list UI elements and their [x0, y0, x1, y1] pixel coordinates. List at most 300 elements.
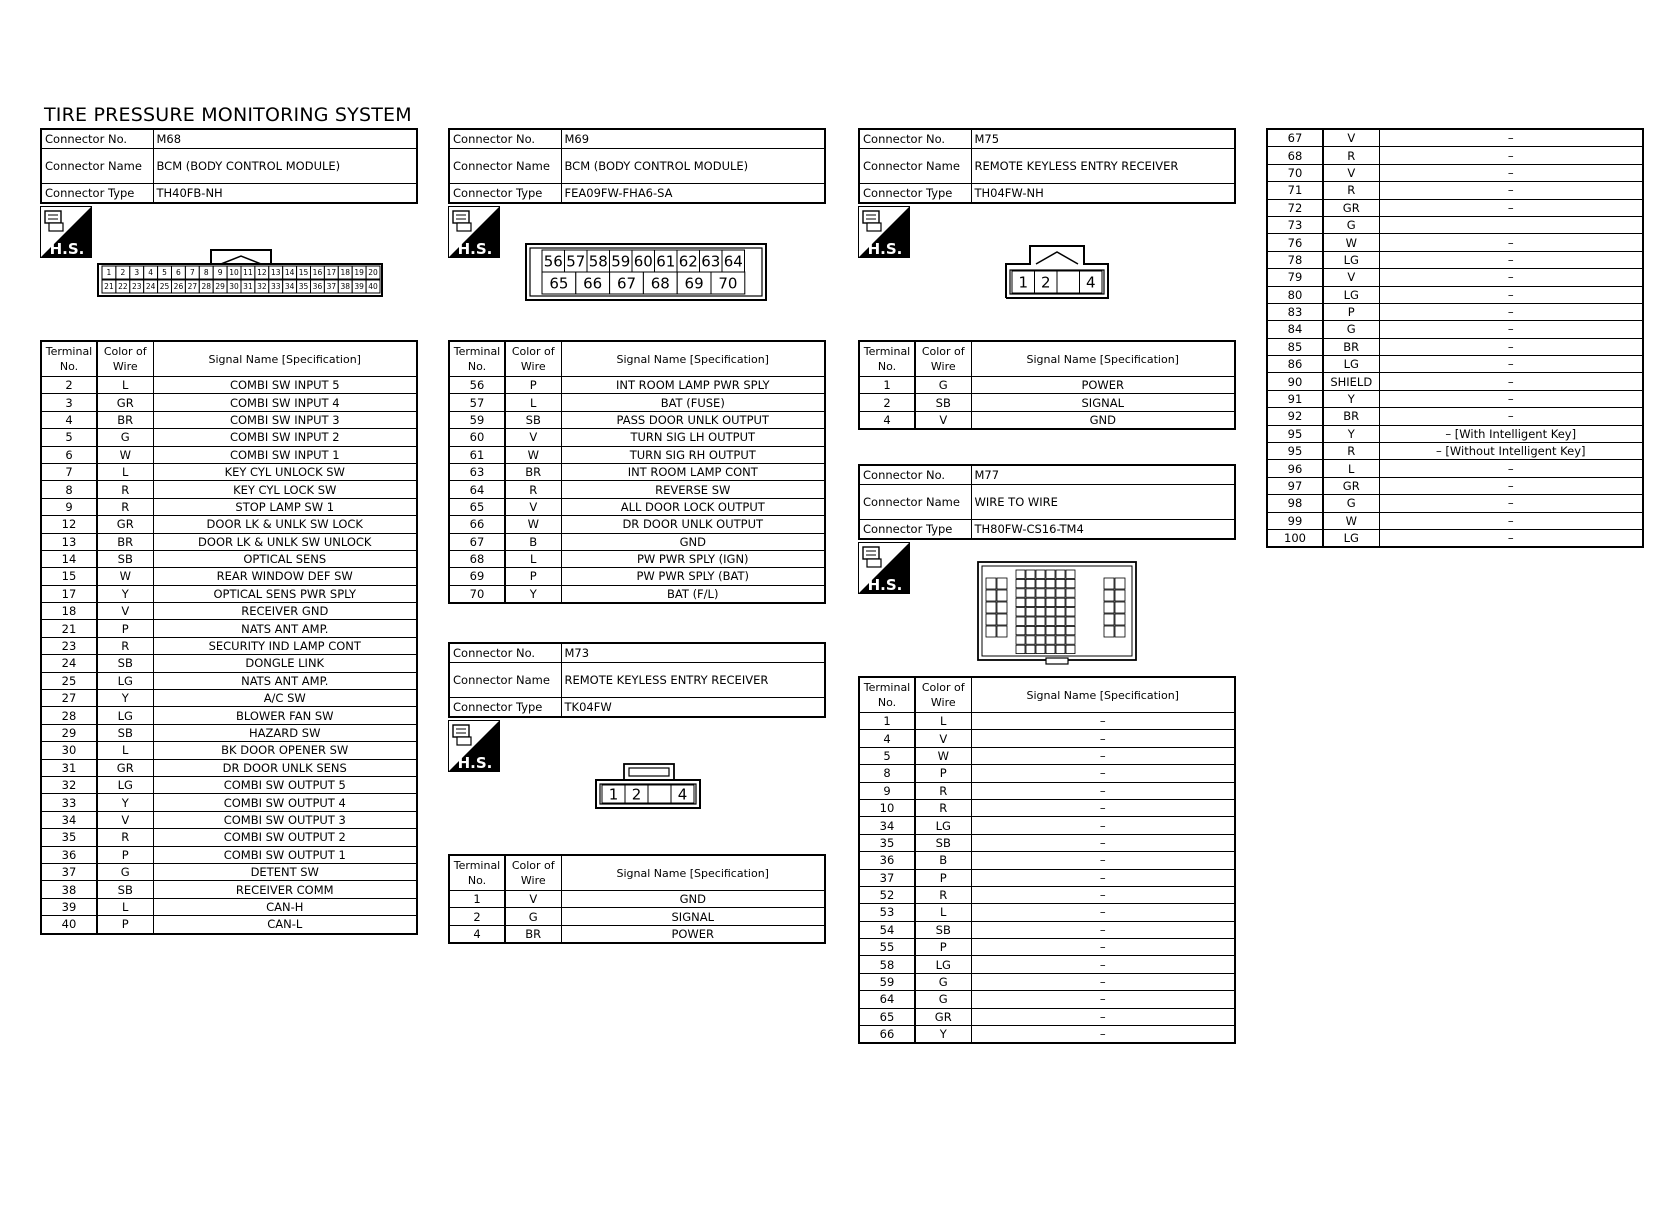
m77-pin-cell	[1104, 578, 1114, 589]
signal-name: –	[1379, 373, 1643, 390]
table-row	[41, 881, 417, 898]
terminal-no: 78	[1267, 251, 1323, 268]
signal-name: SECURITY IND LAMP CONT	[153, 637, 417, 654]
terminal-no: 98	[1267, 495, 1323, 512]
m75-pin-label: 4	[1085, 273, 1096, 292]
table-row	[41, 811, 417, 828]
terminal-no: 60	[449, 429, 505, 446]
m69-pin-label: 69	[684, 274, 704, 293]
wire-color: V	[915, 730, 971, 747]
wire-color: L	[915, 904, 971, 921]
m77-pin-cell	[1066, 608, 1075, 616]
table-row	[41, 776, 417, 793]
m68-pin-label: 35	[298, 282, 309, 292]
terminal-no: 25	[41, 672, 97, 689]
m68-pin-label: 37	[326, 282, 337, 292]
m68-pin-label: 25	[159, 282, 170, 292]
m77-pin-cell	[1046, 636, 1055, 644]
m77-pin-cell	[1056, 626, 1065, 634]
wire-color: L	[1323, 460, 1379, 477]
terminal-no: 36	[859, 852, 915, 869]
signal-name: –	[971, 747, 1235, 764]
connector-m77-table-continued	[1266, 128, 1644, 548]
m77-pin-cell	[1016, 589, 1025, 597]
table-row	[1267, 425, 1643, 442]
terminal-no: 32	[41, 776, 97, 793]
terminal-no: 1	[449, 891, 505, 908]
wire-color: L	[505, 394, 561, 411]
terminal-no: 38	[41, 881, 97, 898]
wire-color: Y	[1323, 425, 1379, 442]
signal-name: –	[1379, 408, 1643, 425]
m68-pin-label: 7	[189, 268, 195, 278]
connector-m75-diagram	[1004, 242, 1114, 304]
terminal-no: 3	[41, 394, 97, 411]
wire-color: W	[915, 747, 971, 764]
m77-pin-cell	[1104, 626, 1114, 637]
signal-name: –	[1379, 529, 1643, 547]
m77-pin-cell	[1056, 598, 1065, 606]
terminal-no: 79	[1267, 269, 1323, 286]
hs-label: H.S.	[867, 240, 903, 258]
table-row	[41, 724, 417, 741]
table-header-row	[449, 341, 825, 377]
table-row	[449, 394, 825, 411]
terminal-no: 80	[1267, 286, 1323, 303]
m77-pin-cell	[1066, 598, 1075, 606]
connector-no: M68	[153, 129, 417, 149]
terminal-no: 34	[41, 811, 97, 828]
signal-name: GND	[561, 891, 825, 908]
terminal-no: 1	[859, 713, 915, 730]
m68-pin-label: 22	[118, 282, 128, 292]
m77-pin-cell	[1036, 598, 1045, 606]
table-row	[41, 637, 417, 654]
label-connector-no: Connector No.	[449, 129, 561, 149]
table-row	[41, 620, 417, 637]
table-row	[41, 863, 417, 880]
hs-icon	[858, 542, 910, 594]
terminal-no: 76	[1267, 234, 1323, 251]
connector-m68-table	[40, 340, 418, 935]
signal-name: COMBI SW INPUT 4	[153, 394, 417, 411]
m69-pin-label: 70	[718, 274, 738, 293]
table-row	[41, 898, 417, 915]
wire-color: Y	[505, 585, 561, 603]
header-color-of-wire: Color of Wire	[97, 341, 153, 377]
m77-pin-cell	[1026, 598, 1035, 606]
m69-pin-label: 65	[549, 274, 569, 293]
m69-pin-label: 56	[543, 252, 563, 271]
m69-pin-label: 66	[583, 274, 603, 293]
table-row	[859, 817, 1235, 834]
wire-color: V	[97, 811, 153, 828]
terminal-no: 69	[449, 568, 505, 585]
terminal-no: 72	[1267, 199, 1323, 216]
table-row	[449, 550, 825, 567]
connector-m68-info	[40, 128, 418, 204]
table-row	[41, 603, 417, 620]
table-row	[41, 498, 417, 515]
label-connector-type: Connector Type	[859, 520, 971, 540]
signal-name: –	[971, 956, 1235, 973]
m77-pin-cell	[1056, 608, 1065, 616]
table-header-row	[449, 855, 825, 891]
terminal-no: 4	[449, 925, 505, 943]
table-row	[859, 377, 1235, 394]
signal-name: POWER	[561, 925, 825, 943]
header-signal-name: Signal Name [Specification]	[561, 341, 825, 377]
terminal-no: 64	[859, 991, 915, 1008]
terminal-no: 14	[41, 550, 97, 567]
wire-color: P	[97, 846, 153, 863]
table-row	[1267, 321, 1643, 338]
terminal-no: 17	[41, 585, 97, 602]
signal-name: NATS ANT AMP.	[153, 620, 417, 637]
wire-color: W	[505, 446, 561, 463]
m77-pin-cell	[1026, 608, 1035, 616]
wire-color: B	[915, 852, 971, 869]
connector-name: REMOTE KEYLESS ENTRY RECEIVER	[561, 663, 825, 698]
m68-pin-label: 31	[243, 282, 253, 292]
terminal-no: 4	[859, 411, 915, 429]
wire-color: L	[915, 713, 971, 730]
connector-m75-table-wrap	[858, 340, 1236, 430]
m68-pin-label: 39	[354, 282, 364, 292]
m77-pin-cell	[997, 614, 1007, 625]
signal-name: REAR WINDOW DEF SW	[153, 568, 417, 585]
m77-pin-cell	[1115, 614, 1125, 625]
signal-name: COMBI SW INPUT 1	[153, 446, 417, 463]
m77-pin-cell	[1016, 598, 1025, 606]
terminal-no: 21	[41, 620, 97, 637]
terminal-no: 55	[859, 939, 915, 956]
table-row	[41, 394, 417, 411]
table-row	[1267, 512, 1643, 529]
wire-color: BR	[1323, 408, 1379, 425]
terminal-no: 4	[41, 411, 97, 428]
signal-name: DETENT SW	[153, 863, 417, 880]
table-row	[41, 411, 417, 428]
label-connector-name: Connector Name	[449, 663, 561, 698]
wire-color: V	[1323, 164, 1379, 181]
m69-pin-label: 60	[633, 252, 653, 271]
table-row	[1267, 356, 1643, 373]
wire-color: P	[915, 869, 971, 886]
m69-pin-label: 67	[616, 274, 637, 293]
m77-pin-cell	[1036, 617, 1045, 625]
wire-color: G	[915, 973, 971, 990]
wire-color: W	[1323, 512, 1379, 529]
wire-color: Y	[915, 1026, 971, 1044]
m77-pin-cell	[1056, 589, 1065, 597]
wire-color: BR	[505, 925, 561, 943]
table-row	[1267, 408, 1643, 425]
wire-color: SB	[97, 550, 153, 567]
terminal-no: 84	[1267, 321, 1323, 338]
signal-name: RECEIVER COMM	[153, 881, 417, 898]
m68-pin-label: 18	[340, 268, 351, 278]
m77-pin-cell	[1046, 570, 1055, 578]
connector-m77-diagram	[976, 558, 1140, 666]
table-row	[1267, 286, 1643, 303]
hs-label: H.S.	[49, 240, 85, 258]
m68-pin-label: 13	[270, 268, 281, 278]
terminal-no: 2	[859, 394, 915, 411]
m77-pin-cell	[1046, 598, 1055, 606]
terminal-no: 35	[859, 834, 915, 851]
terminal-no: 63	[449, 463, 505, 480]
signal-name: –	[1379, 390, 1643, 407]
signal-name: OPTICAL SENS	[153, 550, 417, 567]
signal-name: NATS ANT AMP.	[153, 672, 417, 689]
m77-pin-cell	[1036, 626, 1045, 634]
table-row	[41, 829, 417, 846]
signal-name: –	[1379, 199, 1643, 216]
table-row	[41, 585, 417, 602]
hs-icon	[40, 206, 92, 258]
m77-pin-cell	[997, 578, 1007, 589]
wire-color: SB	[505, 411, 561, 428]
signal-name: DR DOOR UNLK SENS	[153, 759, 417, 776]
table-row	[41, 794, 417, 811]
wire-color: R	[1323, 182, 1379, 199]
label-connector-name: Connector Name	[859, 149, 971, 184]
wire-color: W	[1323, 234, 1379, 251]
header-signal-name: Signal Name [Specification]	[561, 855, 825, 891]
page-title: TIRE PRESSURE MONITORING SYSTEM	[44, 104, 412, 126]
m68-pin-label: 28	[201, 282, 212, 292]
wire-color: SB	[97, 881, 153, 898]
terminal-no: 71	[1267, 182, 1323, 199]
wire-color: R	[1323, 443, 1379, 460]
connector-m73-table-wrap	[448, 854, 826, 944]
table-row	[859, 904, 1235, 921]
m77-pin-cell	[997, 602, 1007, 613]
m68-pin-label: 21	[104, 282, 114, 292]
m77-pin-cell	[1046, 645, 1055, 653]
terminal-no: 2	[449, 908, 505, 925]
table-row	[41, 759, 417, 776]
wire-color: G	[1323, 495, 1379, 512]
m68-pin-label: 23	[131, 282, 142, 292]
wire-color: R	[97, 829, 153, 846]
wire-color: LG	[97, 707, 153, 724]
m77-pin-cell	[1036, 636, 1045, 644]
table-row	[41, 533, 417, 550]
wire-color: LG	[915, 817, 971, 834]
m75-pin-label: 1	[1018, 273, 1029, 292]
table-row	[1267, 216, 1643, 233]
wire-color: V	[505, 891, 561, 908]
m77-pin-cell	[1056, 617, 1065, 625]
table-row	[859, 411, 1235, 429]
table-row	[41, 568, 417, 585]
m68-pin-label: 17	[326, 268, 337, 278]
wire-color: Y	[1323, 390, 1379, 407]
table-row	[449, 498, 825, 515]
table-row	[859, 1026, 1235, 1044]
connector-m77-table-wrap	[858, 676, 1236, 1044]
table-row	[1267, 182, 1643, 199]
terminal-no: 23	[41, 637, 97, 654]
m68-pin-label: 26	[173, 282, 184, 292]
wire-color: BR	[505, 463, 561, 480]
wire-color: G	[97, 429, 153, 446]
terminal-no: 52	[859, 886, 915, 903]
m68-pin-label: 4	[148, 268, 154, 278]
connector-m73-diagram	[594, 760, 704, 812]
table-row	[859, 834, 1235, 851]
terminal-no: 2	[41, 377, 97, 394]
label-connector-type: Connector Type	[859, 184, 971, 204]
wire-color: SB	[915, 921, 971, 938]
signal-name: –	[1379, 164, 1643, 181]
wire-color: R	[505, 481, 561, 498]
table-row	[41, 377, 417, 394]
wire-color: P	[1323, 303, 1379, 320]
table-row	[859, 973, 1235, 990]
terminal-no: 83	[1267, 303, 1323, 320]
m68-pin-label: 16	[312, 268, 323, 278]
m77-pin-cell	[986, 590, 996, 601]
wire-color: R	[915, 799, 971, 816]
wire-color: L	[97, 377, 153, 394]
connector-no: M77	[971, 465, 1235, 485]
connector-name: BCM (BODY CONTROL MODULE)	[153, 149, 417, 184]
connector-m69-info	[448, 128, 826, 204]
signal-name: –	[971, 1026, 1235, 1044]
signal-name: –	[971, 834, 1235, 851]
m77-pin-cell	[997, 626, 1007, 637]
terminal-no: 6	[41, 446, 97, 463]
header-terminal-no: Terminal No.	[449, 855, 505, 891]
wire-color: G	[505, 908, 561, 925]
signal-name: –	[1379, 182, 1643, 199]
terminal-no: 100	[1267, 529, 1323, 547]
terminal-no: 5	[41, 429, 97, 446]
table-row	[41, 463, 417, 480]
m77-pin-cell	[1104, 590, 1114, 601]
m73-pin-label: 1	[608, 785, 619, 804]
wire-color: GR	[97, 516, 153, 533]
signal-name: BK DOOR OPENER SW	[153, 742, 417, 759]
table-row	[449, 925, 825, 943]
hs-label: H.S.	[457, 754, 493, 772]
table-row	[449, 463, 825, 480]
signal-name: –	[971, 973, 1235, 990]
table-row	[41, 550, 417, 567]
wire-color: SB	[915, 834, 971, 851]
m77-pin-cell	[1046, 626, 1055, 634]
signal-name: –	[1379, 495, 1643, 512]
m77-pin-cell	[1026, 626, 1035, 634]
terminal-no: 54	[859, 921, 915, 938]
m69-pin-label: 57	[566, 252, 586, 271]
signal-name: –	[1379, 321, 1643, 338]
wire-color: P	[505, 377, 561, 394]
wire-color: V	[97, 603, 153, 620]
signal-name: –	[971, 1008, 1235, 1025]
m68-pin-label: 10	[229, 268, 239, 278]
table-row	[859, 799, 1235, 816]
wire-color: R	[915, 782, 971, 799]
table-row	[41, 690, 417, 707]
table-row	[1267, 147, 1643, 164]
m69-pin-label: 61	[656, 252, 676, 271]
signal-name: –	[1379, 303, 1643, 320]
terminal-no: 18	[41, 603, 97, 620]
wire-color: R	[97, 637, 153, 654]
table-row	[859, 713, 1235, 730]
terminal-no: 40	[41, 916, 97, 934]
wire-color: V	[1323, 269, 1379, 286]
connector-type: TH40FB-NH	[153, 184, 417, 204]
table-row	[1267, 129, 1643, 147]
label-connector-no: Connector No.	[41, 129, 153, 149]
table-row	[1267, 303, 1643, 320]
terminal-no: 67	[449, 533, 505, 550]
table-row	[449, 908, 825, 925]
terminal-no: 5	[859, 747, 915, 764]
m69-pin-label: 64	[723, 252, 743, 271]
signal-name: –	[971, 713, 1235, 730]
header-signal-name: Signal Name [Specification]	[153, 341, 417, 377]
wire-color: B	[505, 533, 561, 550]
wire-color: SHIELD	[1323, 373, 1379, 390]
m68-pin-label: 5	[162, 268, 167, 278]
m69-pin-label: 58	[588, 252, 608, 271]
m73-pin-cell	[648, 785, 671, 803]
m68-pin-label: 27	[187, 282, 198, 292]
m77-pin-cell	[1066, 589, 1075, 597]
signal-name: TURN SIG LH OUTPUT	[561, 429, 825, 446]
wire-color: L	[97, 898, 153, 915]
m77-pin-cell	[1104, 614, 1114, 625]
signal-name: PW PWR SPLY (IGN)	[561, 550, 825, 567]
terminal-no: 37	[859, 869, 915, 886]
signal-name: COMBI SW OUTPUT 4	[153, 794, 417, 811]
table-row	[41, 742, 417, 759]
signal-name: –	[1379, 477, 1643, 494]
m77-pin-cell	[1036, 589, 1045, 597]
terminal-no: 33	[41, 794, 97, 811]
m77-pin-cell	[1016, 608, 1025, 616]
m75-pin-cell	[1057, 271, 1080, 293]
header-color-of-wire: Color of Wire	[505, 855, 561, 891]
signal-name: SIGNAL	[561, 908, 825, 925]
table-row	[449, 891, 825, 908]
label-connector-name: Connector Name	[41, 149, 153, 184]
wire-color: GR	[97, 394, 153, 411]
connector-name: WIRE TO WIRE	[971, 485, 1235, 520]
terminal-no: 35	[41, 829, 97, 846]
hs-label: H.S.	[867, 576, 903, 594]
m68-pin-label: 15	[298, 268, 309, 278]
table-row	[1267, 477, 1643, 494]
terminal-no: 39	[41, 898, 97, 915]
table-row	[449, 429, 825, 446]
table-row	[41, 707, 417, 724]
terminal-no: 70	[449, 585, 505, 603]
table-row	[1267, 495, 1643, 512]
table-row	[449, 481, 825, 498]
label-connector-type: Connector Type	[41, 184, 153, 204]
signal-name: –	[1379, 338, 1643, 355]
wire-color: R	[915, 886, 971, 903]
m68-pin-label: 9	[217, 268, 223, 278]
connector-m77-table-cont-wrap	[1266, 128, 1644, 548]
